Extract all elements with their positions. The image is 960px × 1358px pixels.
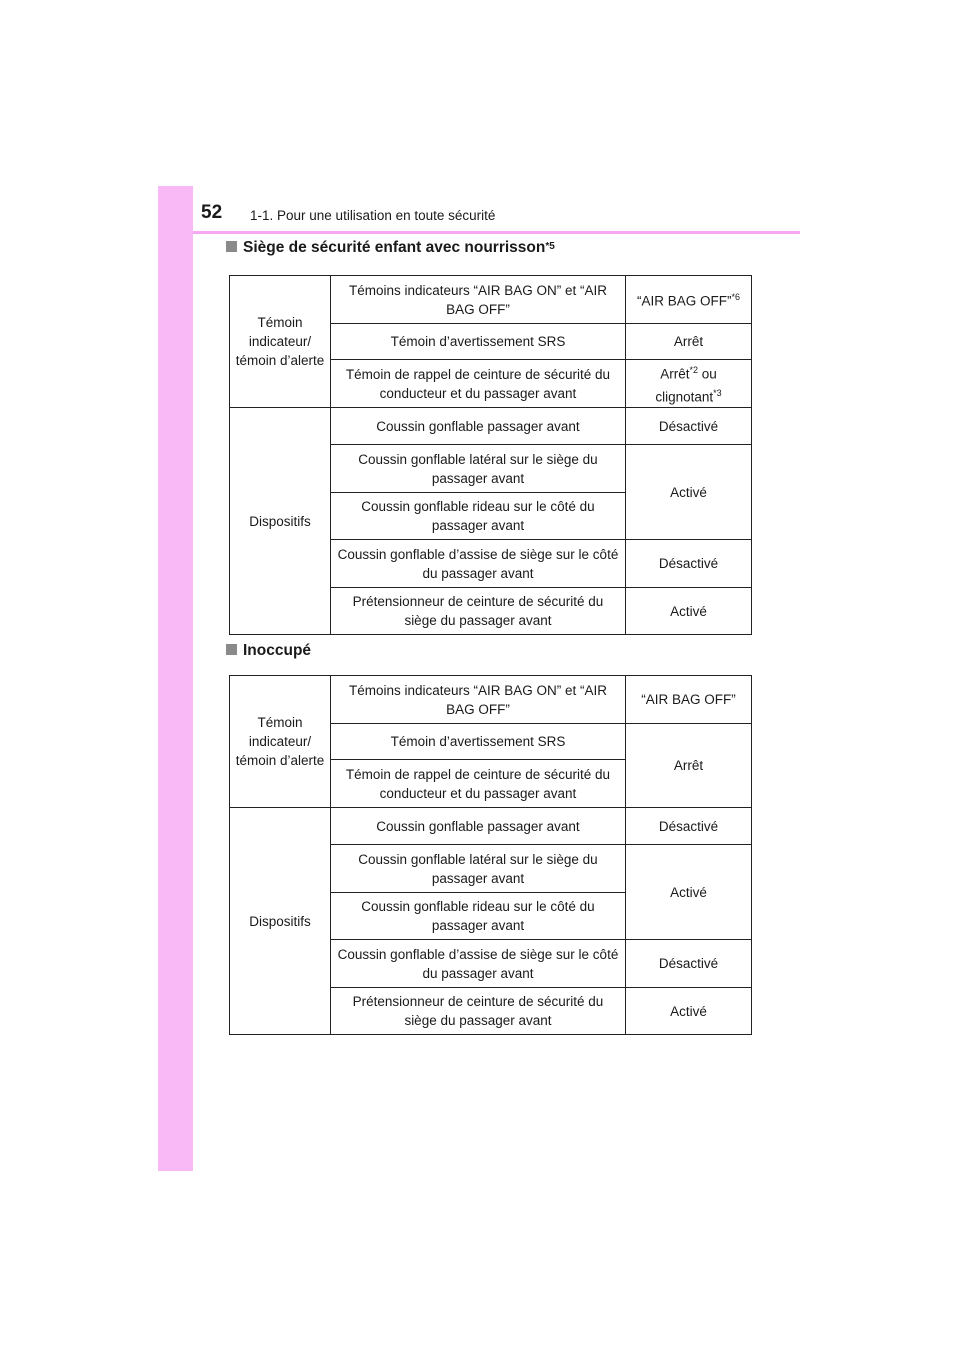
row-label: Témoin d’avertissement SRS [331, 324, 626, 360]
group-cell-devices: Dispositifs [230, 408, 331, 635]
row-label: Coussin gonflable latéral sur le siège du passager avant [331, 845, 626, 893]
row-label: Témoins indicateurs “AIR BAG ON” et “AIR BAG OFF” [331, 276, 626, 324]
row-label: Coussin gonflable passager avant [331, 808, 626, 845]
row-label: Témoin d’avertissement SRS [331, 724, 626, 760]
chapter-title: 1-1. Pour une utilisation en toute sécurité [250, 208, 496, 223]
row-value: Désactivé [626, 940, 752, 988]
header-rule [193, 231, 800, 234]
row-value: Arrêt [626, 724, 752, 808]
row-label: Coussin gonflable d’assise de siège sur le côté du passager avant [331, 540, 626, 588]
row-label: Coussin gonflable rideau sur le côté du passager avant [331, 893, 626, 940]
footnote-ref: *5 [545, 241, 555, 252]
section-heading-unoccupied [226, 642, 311, 660]
square-bullet-icon [226, 644, 237, 655]
row-value: Activé [626, 988, 752, 1035]
group-cell-indicators: Témoin indicateur/ témoin d’alerte [230, 676, 331, 808]
row-label: Prétensionneur de ceinture de sécurité du siège du passager avant [331, 588, 626, 635]
section-heading-infant-seat [226, 239, 555, 257]
row-value: Désactivé [626, 408, 752, 445]
row-value: “AIR BAG OFF” [626, 676, 752, 724]
row-value: Désactivé [626, 540, 752, 588]
row-value: Activé [626, 845, 752, 940]
row-value: Désactivé [626, 808, 752, 845]
row-label: Prétensionneur de ceinture de sécurité du siège du passager avant [331, 988, 626, 1035]
row-value: Activé [626, 445, 752, 540]
chapter-tab-bar [158, 186, 193, 1171]
row-value: “AIR BAG OFF”$^{*6}$ [626, 276, 752, 324]
page-number: 52 [201, 202, 223, 223]
group-cell-devices: Dispositifs [230, 808, 331, 1035]
row-value: Activé [626, 588, 752, 635]
section-title: Inoccupé [243, 642, 312, 659]
square-bullet-icon [226, 241, 237, 252]
row-value: Arrêt$^{*2}$ ou clignotant$^{*3}$ [626, 360, 752, 408]
row-label: Coussin gonflable d’assise de siège sur le côté du passager avant [331, 940, 626, 988]
row-label: Témoin de rappel de ceinture de sécurité du conducteur et du passager avant [331, 760, 626, 808]
row-label: Coussin gonflable latéral sur le siège du passager avant [331, 445, 626, 493]
section-title: Siège de sécurité enfant avec nourrisson [243, 239, 546, 256]
row-label: Témoins indicateurs “AIR BAG ON” et “AIR BAG OFF” [331, 676, 626, 724]
status-table-infant-seat [229, 275, 752, 635]
row-label: Coussin gonflable passager avant [331, 408, 626, 445]
status-table-unoccupied [229, 675, 752, 1035]
group-cell-indicators: Témoin indicateur/ témoin d’alerte [230, 276, 331, 408]
row-value: Arrêt [626, 324, 752, 360]
row-label: Témoin de rappel de ceinture de sécurité du conducteur et du passager avant [331, 360, 626, 408]
row-label: Coussin gonflable rideau sur le côté du passager avant [331, 493, 626, 540]
